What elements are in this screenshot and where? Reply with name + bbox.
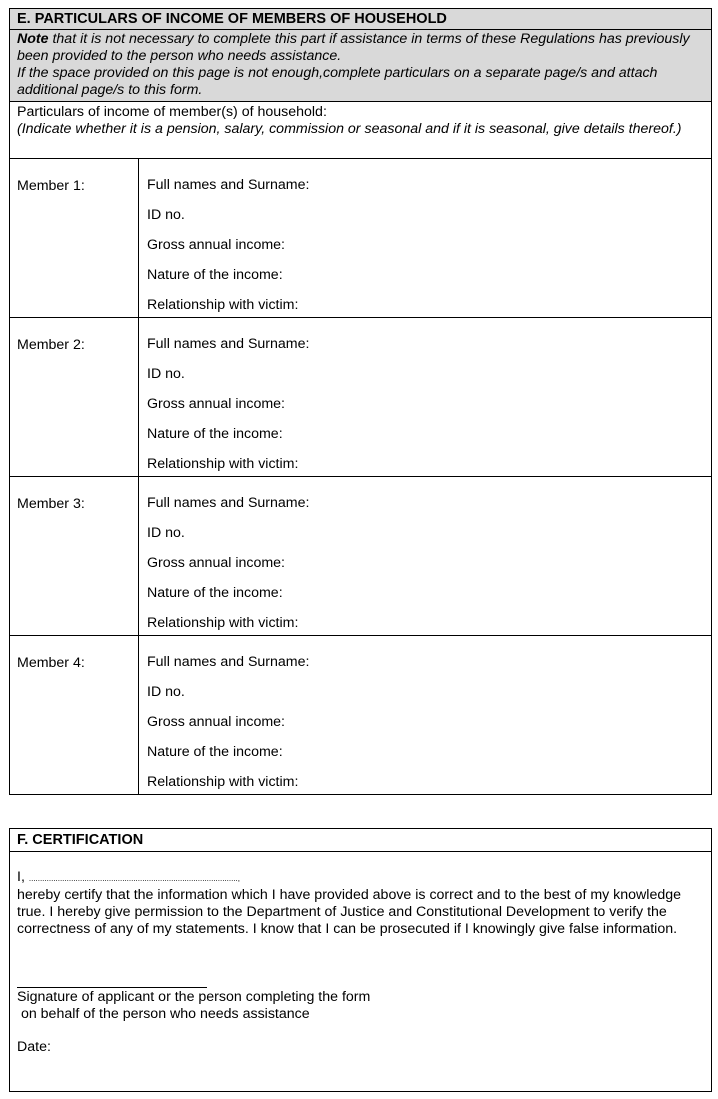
member-field-label[interactable]: ID no. (147, 207, 185, 223)
declarant-name-line[interactable] (17, 869, 703, 887)
column-divider (138, 477, 139, 635)
section-f-certification (9, 828, 712, 1092)
member-field-label[interactable]: Full names and Surname: (147, 654, 310, 670)
intro-line-2: (Indicate whether it is a pension, salary, commission or seasonal and if it is seasonal, give details thereof.) (17, 120, 682, 137)
signature-line[interactable] (17, 987, 207, 988)
column-divider (138, 159, 139, 317)
certification-statement: hereby certify that the information which I have provided above is correct and to the best of my knowledge true. I hereby give permission to the Department of Justice and Constitutional Development to verify the correctness of any of my statements. I know that I can be prosecuted if I knowingly give false information. (17, 887, 682, 937)
section-e-intro (10, 102, 711, 159)
section-e-title: E. PARTICULARS OF INCOME OF MEMBERS OF HOUSEHOLD (10, 9, 711, 30)
page-number-fragment (340, 0, 370, 4)
section-e-household-income (9, 8, 712, 795)
note-bold: Note (17, 31, 49, 47)
member-field-label[interactable]: Gross annual income: (147, 237, 286, 253)
member-field-label[interactable]: Relationship with victim: (147, 774, 299, 790)
member-field-label[interactable]: Full names and Surname: (147, 336, 310, 352)
member-field-label[interactable]: Relationship with victim: (147, 456, 299, 472)
member-field-label[interactable]: Nature of the income: (147, 744, 283, 760)
member-row (10, 318, 711, 477)
section-e-note (10, 30, 711, 102)
member-field-label[interactable]: Relationship with victim: (147, 615, 299, 631)
member-row (10, 159, 711, 318)
intro-line-1: Particulars of income of member(s) of household: (17, 104, 327, 120)
column-divider (138, 318, 139, 476)
certification-body (10, 869, 711, 938)
member-field-label[interactable]: Gross annual income: (147, 555, 286, 571)
member-label: Member 2: (17, 337, 85, 353)
note-text: that it is not necessary to complete this part if assistance in terms of these Regulations has previously been provided to the person who needs assistance. (17, 31, 690, 64)
note-line-2: If the space provided on this page is not enough,complete particulars on a separate page/s and attach additional page/s to this form. (17, 65, 658, 98)
member-field-label[interactable]: Nature of the income: (147, 267, 283, 283)
member-field-label[interactable]: Full names and Surname: (147, 177, 310, 193)
section-f-title: F. CERTIFICATION (10, 829, 711, 852)
member-field-label[interactable]: Nature of the income: (147, 426, 283, 442)
signature-caption-line-1: Signature of applicant or the person completing the form (17, 989, 371, 1005)
member-field-label[interactable]: Nature of the income: (147, 585, 283, 601)
member-field-label[interactable]: Gross annual income: (147, 396, 286, 412)
member-label: Member 3: (17, 496, 85, 512)
member-field-label[interactable]: ID no. (147, 684, 185, 700)
column-divider (138, 636, 139, 795)
member-row (10, 636, 711, 795)
member-field-label[interactable]: ID no. (147, 366, 185, 382)
signature-caption-line-2: on behalf of the person who needs assistance (17, 1006, 310, 1022)
member-field-label[interactable]: ID no. (147, 525, 185, 541)
member-field-label[interactable]: Relationship with victim: (147, 297, 299, 313)
i-prefix: I, (17, 869, 25, 885)
date-label[interactable]: Date: (17, 1039, 51, 1055)
name-dotted-field[interactable]: .............................................................................................., (28, 874, 240, 883)
signature-caption (10, 989, 711, 1023)
member-row (10, 477, 711, 636)
member-label: Member 1: (17, 178, 85, 194)
members-table (10, 159, 711, 795)
member-field-label[interactable]: Full names and Surname: (147, 495, 310, 511)
member-field-label[interactable]: Gross annual income: (147, 714, 286, 730)
member-label: Member 4: (17, 655, 85, 671)
note-line-1 (17, 31, 703, 65)
